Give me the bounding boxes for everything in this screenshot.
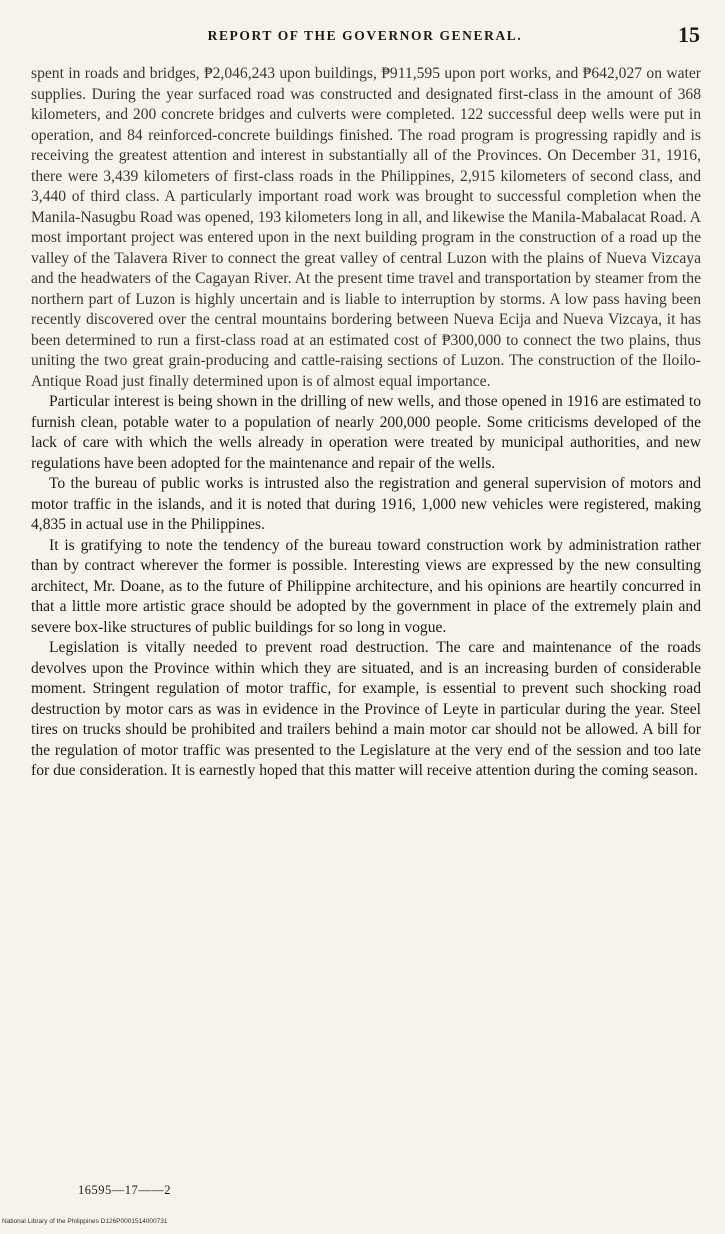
paragraph-wells: Particular interest is being shown in the drilling of new wells, and those opened in 1916 are estimated to furnish clean, potable water to a population of nearly 200,000 people. Some criticisms developed of the lack of care with which the wells already in operation were treated by municipal authorities, and new regulations have been adopted for the maintenance and repair of the wells. <box>31 393 701 472</box>
paragraph-public-works-spending: spent in roads and bridges, ₱2,046,243 upon buildings, ₱911,595 upon port works, and ₱642,027 on water supplies. During the year surfaced road was constructed and designated first-class in the amount of 368 kilometers, and 200 concrete bridges and culverts were completed. 122 successful deep wells were put in operation, and 84 reinforced-concrete buildings finished. The road program is progressing rapidly and is receiving the greatest attention and interest in substantially all of the Provinces. On December 31, 1916, there were 3,439 kilometers of first-class roads in the Philippines, 2,915 kilometers of second class, and 3,440 of third class. A particularly important road work was brought to successful completion when the Manila-Nasugbu Road was opened, 193 kilometers long in all, and likewise the Manila-Mabalacat Road. A most important project was entered upon in the next building program in the construction of a road up the valley of the Talavera River to connect the great valley of central Luzon with the plains of Nueva Vizcaya and the headwaters of the Cagayan River. At the present time travel and transportation by steamer from the northern part of Luzon is highly uncertain and is liable to interruption by storms. A low pass having been recently discovered over the central mountains bordering between Nueva Ecija and Nueva Vizcaya, it has been determined to run a first-class road at an estimated cost of ₱300,000 to connect the two plains, thus uniting the two great grain-producing and cattle-raising sections of Luzon. The construction of the Iloilo-Antique Road just finally determined upon is of almost equal importance. <box>31 65 701 390</box>
page-header <box>30 22 700 52</box>
running-title: REPORT OF THE GOVERNOR GENERAL. <box>207 28 523 43</box>
page-number: 15 <box>678 22 700 47</box>
paragraph-road-legislation: Legislation is vitally needed to prevent road destruction. The care and maintenance of the roads devolves upon the Province within which they are situated, and is an increasing burden of considerable moment. Stringent regulation of motor traffic, for example, is essential to prevent such shocking road destruction by motor cars as was in evidence in the Province of Leyte in particular during the year. Steel tires on trucks should be prohibited and trailers behind a main motor car should not be allowed. A bill for the regulation of motor traffic was presented to the Legislature at the very end of the session and too late for due consideration. It is earnestly hoped that this matter will receive attention during the coming season. <box>31 639 701 779</box>
paragraph-motor-registration: To the bureau of public works is intrusted also the registration and general supervision of motors and motor traffic in the islands, and it is noted that during 1916, 1,000 new vehicles were registered, making 4,835 in actual use in the Philippines. <box>31 475 701 533</box>
paragraph-architecture: It is gratifying to note the tendency of the bureau toward construction work by administration rather than by contract wherever the former is possible. Interesting views are expressed by the new consulting architect, Mr. Doane, as to the future of Philippine architecture, and his opinions are heartily concurred in that a little more artistic grace should be adopted by the government in place of the extremely plain and severe box-like structures of public buildings for so long in vogue. <box>31 536 701 636</box>
body-text <box>31 64 701 782</box>
library-credit-line: National Library of the Philippines D126P0001514000731 <box>2 1218 168 1225</box>
printer-signature-mark: 16595—17——2 <box>78 1183 171 1197</box>
